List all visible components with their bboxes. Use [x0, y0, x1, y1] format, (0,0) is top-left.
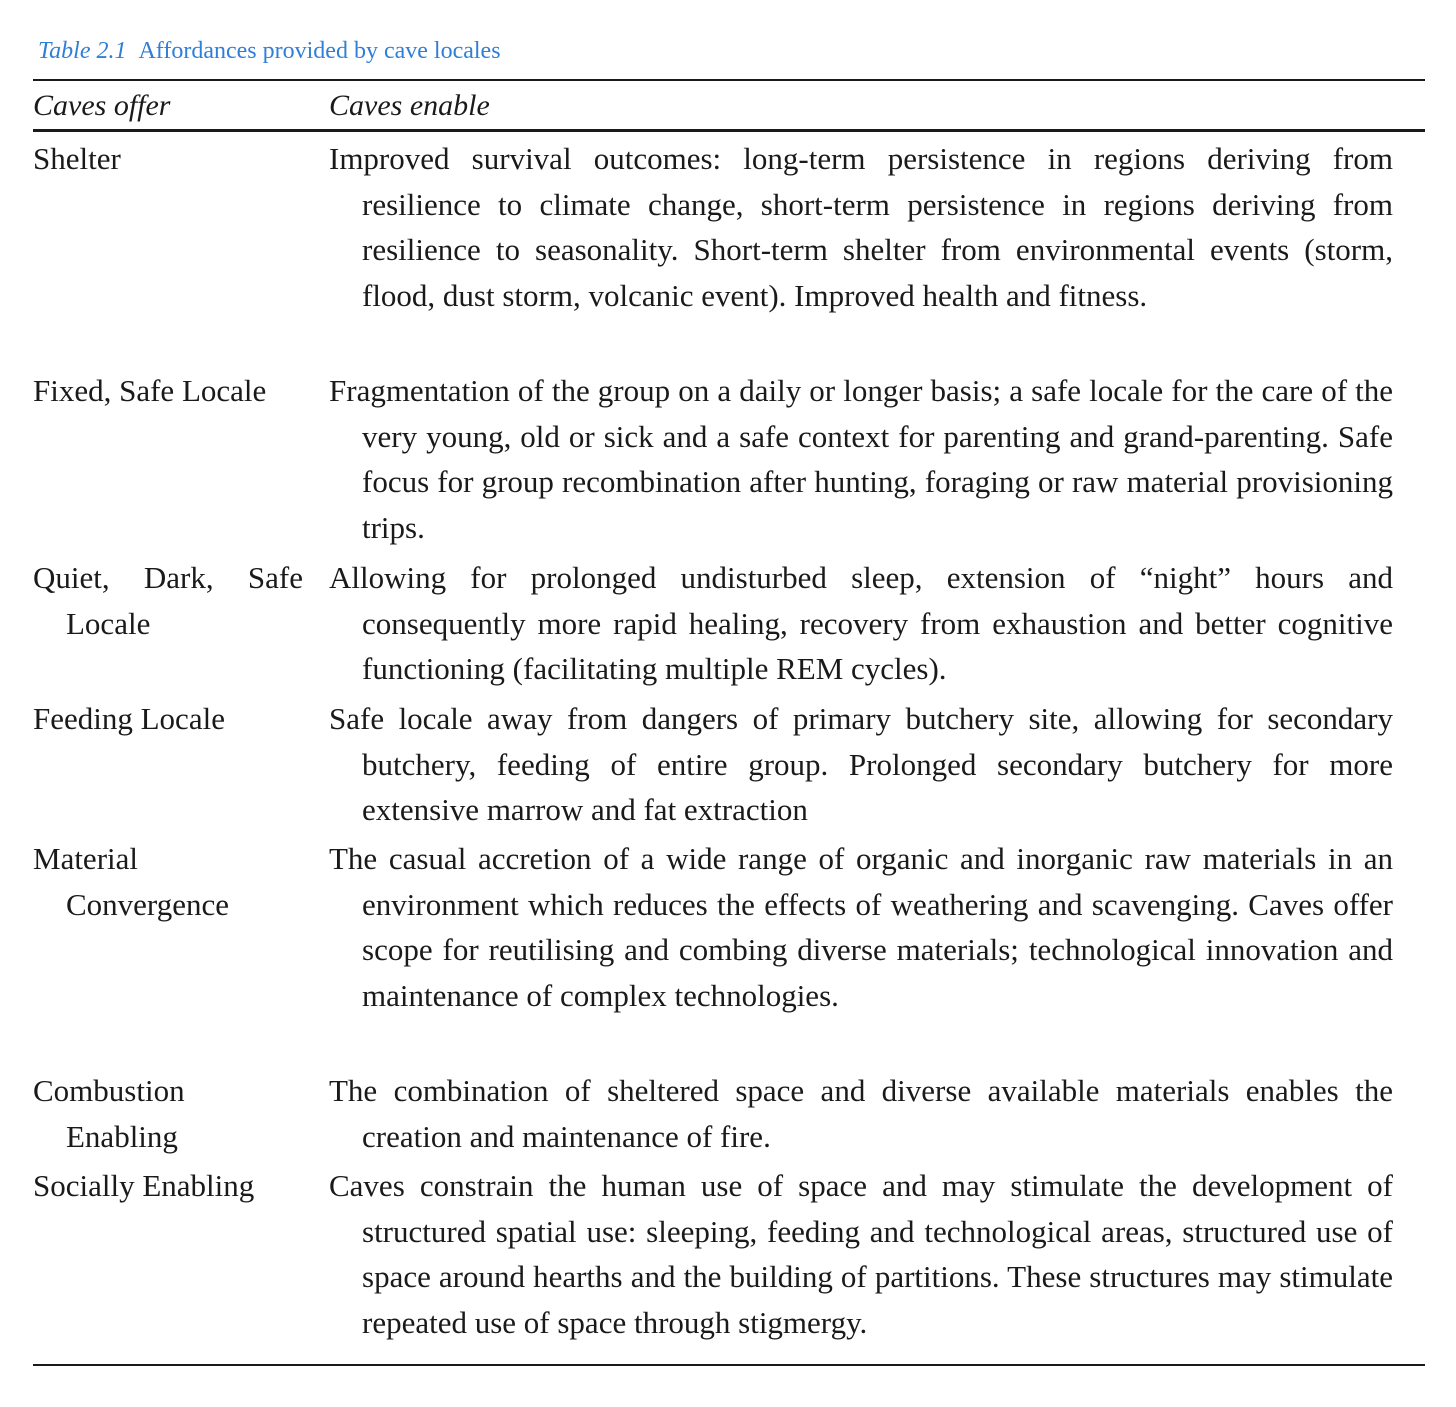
table-caption-title: Affordances provided by cave locales: [138, 38, 501, 64]
row-enable-cell: Caves constrain the human use of space and may stimulate the development of structured spatial use: sleeping, feeding and technological areas, structured use of space around hearths and the building of partitions. These structures may stimulate repeated use of space through stigmergy.: [329, 1168, 1393, 1340]
row-offer-cell: Shelter: [33, 141, 121, 176]
row-offer-cell: Material Convergence: [33, 841, 229, 922]
row-enable-cell: The casual accretion of a wide range of organic and inorganic raw materials in an environment which reduces the effects of weathering and scavenging. Caves offer scope for reutilising and combing diverse materials; technological innovation and maintenance of complex technologies.: [329, 841, 1393, 1013]
header-rule: [33, 129, 1425, 132]
row-enable-cell: Safe locale away from dangers of primary butchery site, allowing for secondary butchery, feeding of entire group. Prolonged secondary butchery for more extensive marrow and fat extraction: [329, 701, 1393, 828]
row-offer-cell: Fixed, Safe Locale: [33, 373, 267, 408]
row-offer-cell: Combustion Enabling: [33, 1073, 185, 1154]
bottom-rule: [33, 1364, 1425, 1366]
column-header-caves-offer: Caves offer: [33, 89, 171, 122]
top-rule: [33, 79, 1425, 81]
row-enable-cell: The combination of sheltered space and diverse available materials enables the creation and maintenance of fire.: [329, 1073, 1393, 1154]
row-offer-cell: Socially Enabling: [33, 1168, 255, 1203]
row-enable-cell: Improved survival outcomes: long-term persistence in regions deriving from resilience to climate change, short-term persistence in regions deriving from resilience to seasonality. Short-term shelter from environmental events (storm, flood, dust storm, volcanic event). Improved health and fitness.: [329, 141, 1393, 313]
row-enable-cell: Allowing for prolonged undisturbed sleep, extension of “night” hours and consequently more rapid healing, recovery from exhaustion and better cognitive functioning (facilitating multiple REM cycles).: [329, 560, 1393, 687]
table-caption: [38, 36, 501, 66]
table-caption-label: Table 2.1: [38, 38, 127, 64]
row-enable-cell: Fragmentation of the group on a daily or longer basis; a safe locale for the care of the very young, old or sick and a safe context for parenting and grand-parenting. Safe focus for group recombination after hunting, foraging or raw material provisioning trips.: [329, 373, 1393, 545]
column-header-caves-enable: Caves enable: [329, 89, 490, 122]
row-offer-cell: Feeding Locale: [33, 701, 225, 736]
row-offer-cell: Quiet, Dark, Safe Locale: [33, 560, 303, 641]
